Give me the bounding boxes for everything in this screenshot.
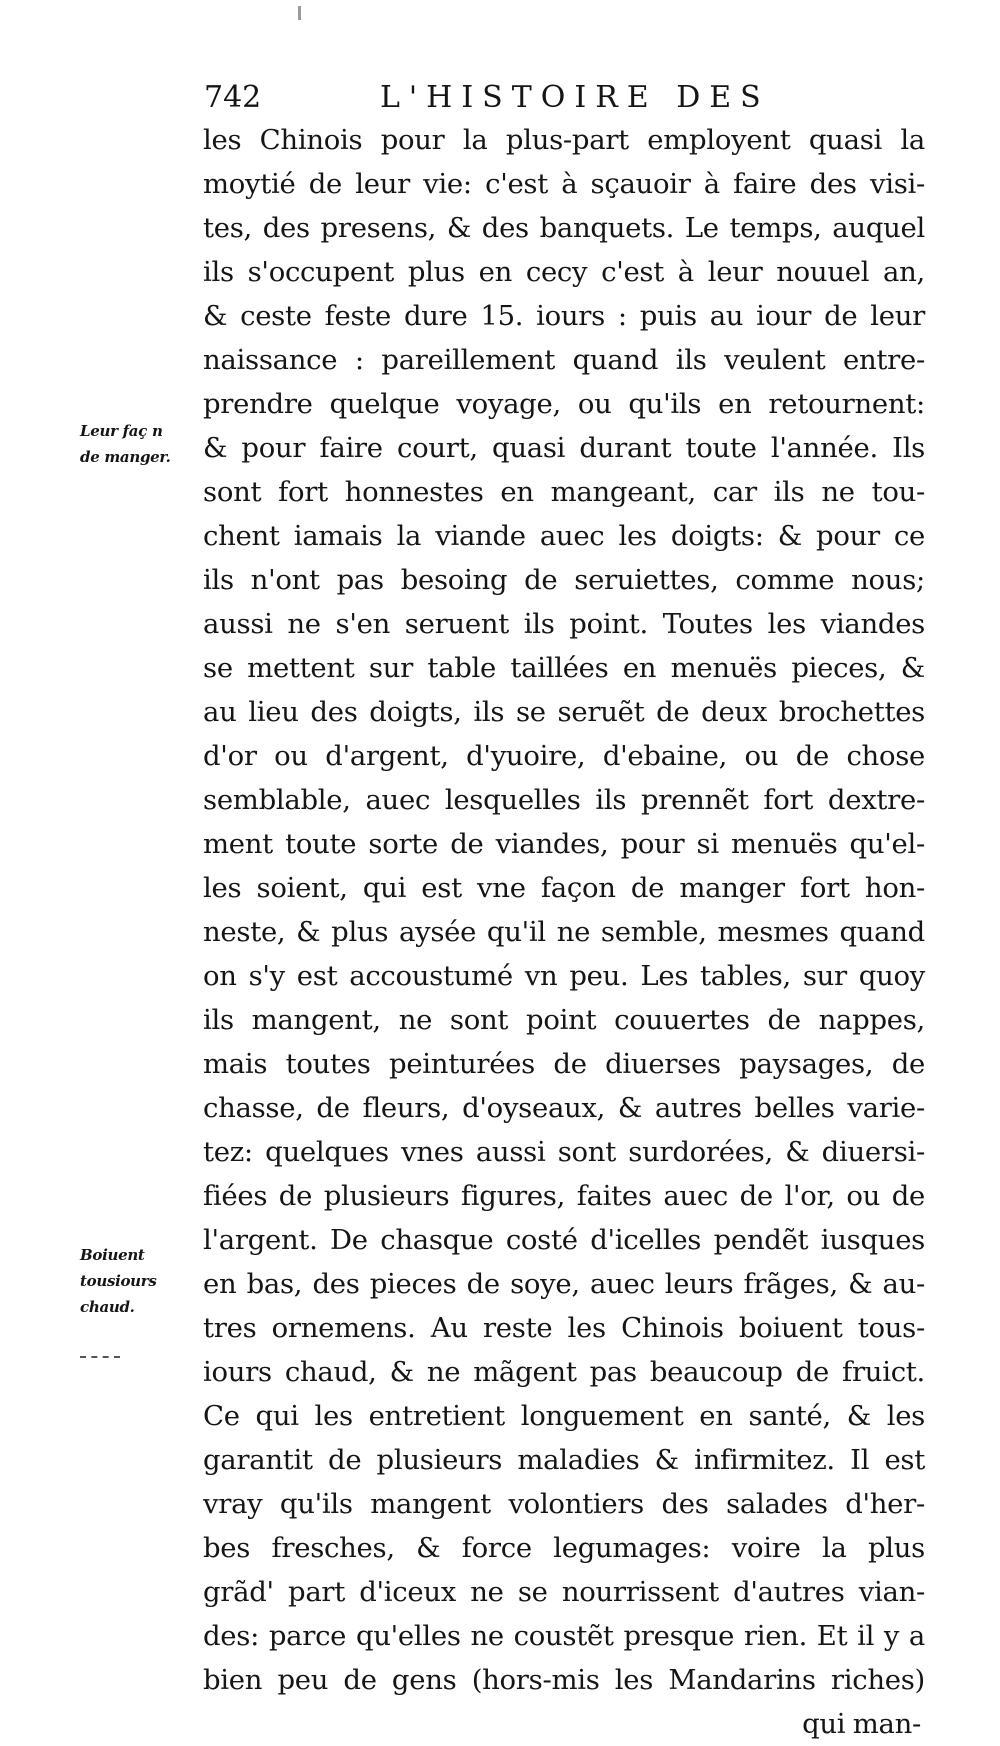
text-line: Ce qui les entretient longuement en santé, & les [203,1400,925,1432]
text-line: se mettent sur table taillées en menuës pieces, & [203,652,925,684]
text-line: grãd' part d'iceux ne se nourrissent d'autres vian- [203,1576,925,1608]
text-line: ment toute sorte de viandes, pour si menuës qu'el- [203,828,925,860]
text-line: neste, & plus aysée qu'il ne semble, mesmes quand [203,916,925,948]
text-line: fiées de plusieurs figures, faites auec de l'or, ou de [203,1180,925,1212]
text-line: chent iamais la viande auec les doigts: & pour ce [203,520,925,552]
margin-note-rule [80,1356,120,1358]
text-line: les soient, qui est vne façon de manger fort hon- [203,872,925,904]
text-line: l'argent. De chasque costé d'icelles pendẽt iusques [203,1224,925,1256]
page-number: 742 [204,80,262,115]
running-title: L'HISTOIRE DES [380,80,770,115]
margin-note-line: chaud. [80,1298,135,1316]
text-line: garantit de plusieurs maladies & infirmitez. Il est [203,1444,925,1476]
text-line: & ceste feste dure 15. iours : puis au iour de leur [203,300,925,332]
text-line: des: parce qu'elles ne coustẽt presque rien. Et il y a [203,1620,925,1652]
text-line: ils n'ont pas besoing de seruiettes, comme nous; [203,564,925,596]
text-line: mais toutes peinturées de diuerses paysages, de [203,1048,925,1080]
text-line: prendre quelque voyage, ou qu'ils en retournent: [203,388,925,420]
margin-note-hot-drinks [80,1242,157,1320]
text-line: semblable, auec lesquelles ils prennẽt fort dextre- [203,784,925,816]
margin-note-eating-manner [80,418,171,470]
text-line: en bas, des pieces de soye, auec leurs frãges, & au- [203,1268,925,1300]
text-line: les Chinois pour la plus-part employent quasi la [203,124,925,156]
text-line: sont fort honnestes en mangeant, car ils ne tou- [203,476,925,508]
text-line: ils s'occupent plus en cecy c'est à leur nouuel an, [203,256,925,288]
text-line: naissance : pareillement quand ils veulent entre- [203,344,925,376]
text-line: vray qu'ils mangent volontiers des salades d'her- [203,1488,925,1520]
margin-note-line: Leur faç n [80,422,163,440]
running-head [204,78,924,118]
text-line: moytié de leur vie: c'est à sçauoir à faire des visi- [203,168,925,200]
text-line: tes, des presens, & des banquets. Le temps, auquel [203,212,925,244]
text-line: tez: quelques vnes aussi sont surdorées, & diuersi- [203,1136,925,1168]
catchword: qui man- [802,1708,921,1740]
text-line: ils mangent, ne sont point couuertes de nappes, [203,1004,925,1036]
margin-note-line: de manger. [80,448,171,466]
text-line: chasse, de fleurs, d'oyseaux, & autres belles varie- [203,1092,925,1124]
text-line: iours chaud, & ne mãgent pas beaucoup de fruict. [203,1356,925,1388]
text-line: d'or ou d'argent, d'yuoire, d'ebaine, ou de chose [203,740,925,772]
text-line: bes fresches, & force legumages: voire la plus [203,1532,925,1564]
text-line: tres ornemens. Au reste les Chinois boiuent tous- [203,1312,925,1344]
text-line: & pour faire court, quasi durant toute l'année. Ils [203,432,925,464]
body-text [203,118,925,1746]
text-line: au lieu des doigts, ils se seruẽt de deux brochettes [203,696,925,728]
margin-note-line: tousiours [80,1272,157,1290]
margin-note-line: Boiuent [80,1246,145,1264]
text-line: on s'y est accoustumé vn peu. Les tables, sur quoy [203,960,925,992]
text-line: aussi ne s'en seruent ils point. Toutes les viandes [203,608,925,640]
print-mark [298,6,301,20]
text-line: bien peu de gens (hors-mis les Mandarins riches) [203,1664,925,1696]
